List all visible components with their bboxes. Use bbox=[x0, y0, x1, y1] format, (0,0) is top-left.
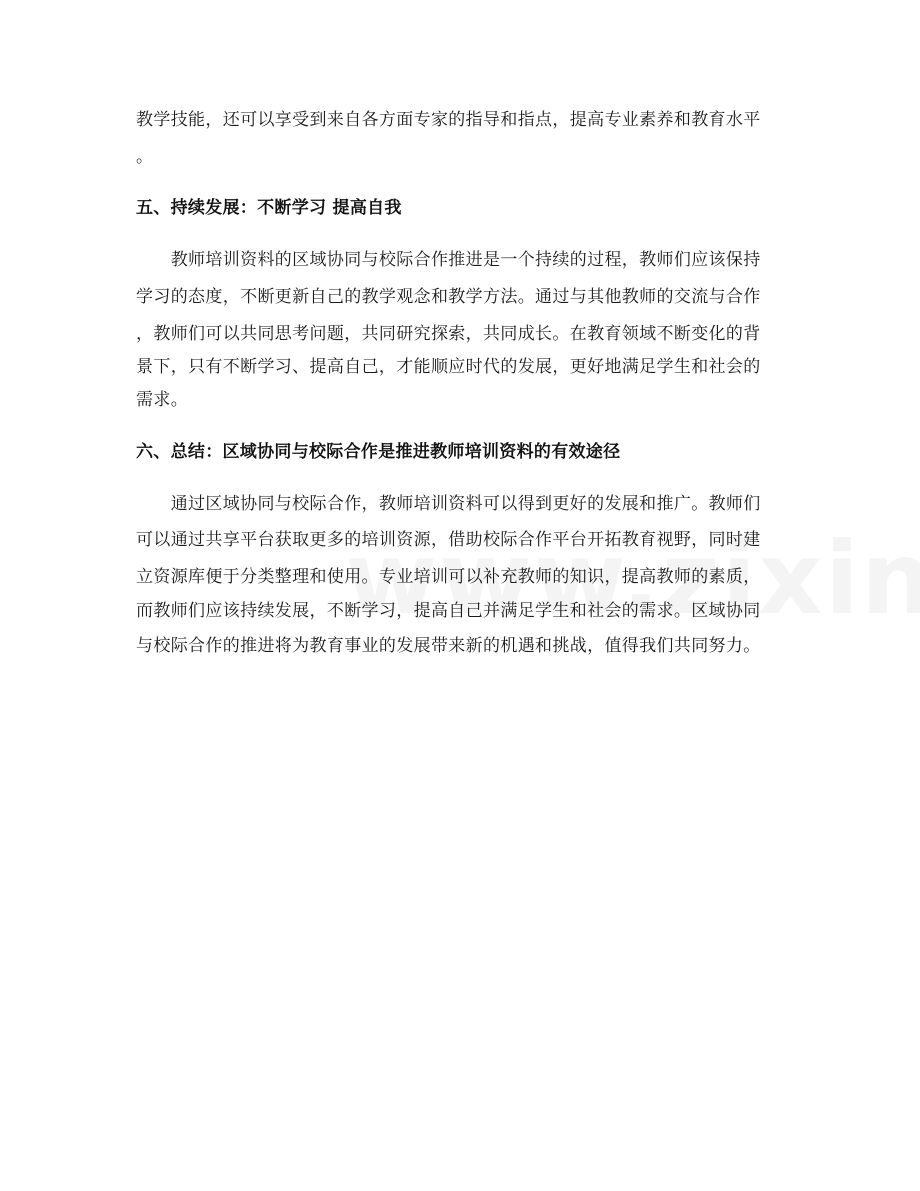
paragraph-line: 而教师们应该持续发展，不断学习，提高自己并满足学生和社会的需求。区域协同 bbox=[136, 601, 761, 621]
section-heading: 六、总结：区域协同与校际合作是推进教师培训资料的有效途径 bbox=[136, 442, 621, 462]
paragraph-line: 。 bbox=[136, 147, 154, 167]
paragraph-line: 教学技能，还可以享受到来自各方面专家的指导和指点，提高专业素养和教育水平 bbox=[136, 110, 761, 130]
section-heading: 五、持续发展：不断学习 提高自我 bbox=[136, 198, 402, 218]
paragraph-line: 与校际合作的推进将为教育事业的发展带来新的机遇和挑战，值得我们共同努力。 bbox=[136, 636, 761, 656]
paragraph-line: 学习的态度，不断更新自己的教学观念和教学方法。通过与其他教师的交流与合作 bbox=[136, 287, 761, 307]
paragraph-line: 需求。 bbox=[136, 390, 189, 410]
paragraph-line: 通过区域协同与校际合作，教师培训资料可以得到更好的发展和推广。教师们 bbox=[136, 494, 761, 514]
paragraph-line: 可以通过共享平台获取更多的培训资源，借助校际合作平台开拓教育视野，同时建 bbox=[136, 530, 761, 550]
paragraph-line: 立资源库便于分类整理和使用。专业培训可以补充教师的知识，提高教师的素质， bbox=[136, 567, 761, 587]
paragraph-line: ，教师们可以共同思考问题，共同研究探索，共同成长。在教育领域不断变化的背 bbox=[136, 324, 761, 344]
paragraph-line: 教师培训资料的区域协同与校际合作推进是一个持续的过程，教师们应该保持 bbox=[136, 250, 761, 270]
paragraph-line: 景下，只有不断学习、提高自己，才能顺应时代的发展，更好地满足学生和社会的 bbox=[136, 357, 761, 377]
